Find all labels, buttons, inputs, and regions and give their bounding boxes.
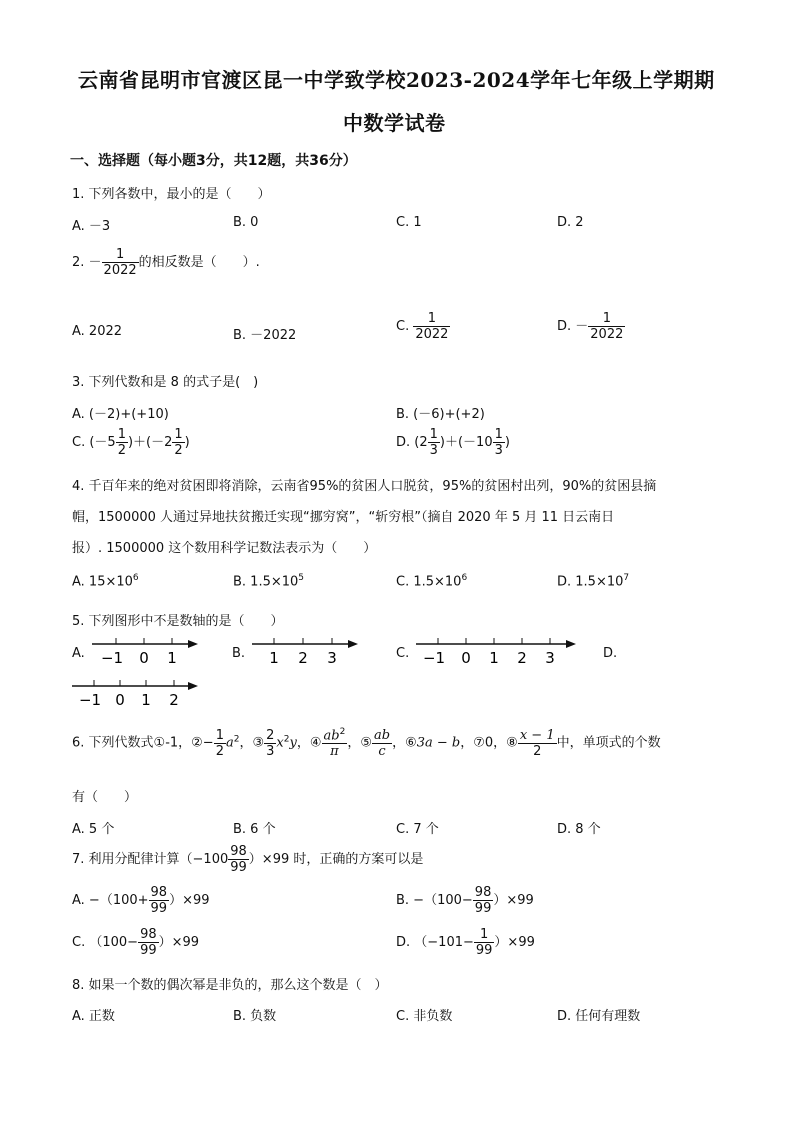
q4-stem-line2: 帽，1500000 人通过异地扶贫搬迁实现“挪穷窝”，“斩穷根”（摘自 2020 年 5 月 11 日云南日	[72, 510, 615, 525]
q1-option-a: A. －3	[72, 219, 111, 234]
section-header: 一、选择题（每小题3分，共12题，共36分）	[70, 153, 357, 169]
tick-label: 1	[489, 649, 499, 667]
q7-option-d: D. （−101− $\frac{1}{99}$ ）×99	[396, 927, 535, 958]
q7-stem: 7. 利用分配律计算（−100 $\frac{98}{99}$ ）×99 时，正确的方案可以是	[72, 844, 424, 875]
q6-stem-line2: 有（ ）	[72, 790, 138, 805]
q4-option-a: A. $15\times 10^6$	[72, 573, 139, 590]
tick-label: 2	[298, 649, 308, 667]
q7-option-c: C. （100− $\frac{98}{99}$ ）×99	[72, 927, 200, 958]
q4-stem-line1: 4. 千百年来的绝对贫困即将消除，云南省95%的贫困人口脱贫，95%的贫困村出列，90%的贫困县摘	[72, 479, 657, 494]
tick-label: 0	[461, 649, 471, 667]
tick-label: −1	[78, 691, 102, 709]
tick-label: 1	[269, 649, 279, 667]
q6-option-c: C. 7 个	[396, 822, 439, 837]
q1-stem: 1. 下列各数中，最小的是（ ）	[72, 187, 271, 202]
q4-option-b: B. $1.5\times 10^5$	[233, 573, 305, 590]
q6-option-d: D. 8 个	[557, 822, 601, 837]
q2-stem: 2. － $\frac{1}{2022}$ 的相反数是（ ）.	[72, 247, 260, 278]
tick-label: 2	[169, 691, 179, 709]
q8-option-a: A. 正数	[72, 1009, 115, 1024]
q5-option-c-label: C.	[396, 646, 410, 661]
q2-option-a: A. 2022	[72, 324, 123, 339]
q2-option-c: C. $\frac{1}{2022}$	[396, 311, 449, 342]
q8-option-b: B. 负数	[233, 1009, 277, 1024]
q5-stem: 5. 下列图形中不是数轴的是（ ）	[72, 614, 284, 629]
q1-option-d: D. 2	[557, 215, 584, 230]
q3-option-a: A. (－2)+(+10)	[72, 407, 169, 422]
number-line-d	[70, 678, 202, 712]
tick-label: 1	[167, 649, 177, 667]
number-line-a	[90, 636, 200, 670]
q2-option-d: D. － $\frac{1}{2022}$	[557, 311, 624, 342]
q6-stem: 6. 下列代数式①-1，②− $\frac{1}{2}$ $a^2$，③ $\frac{2}{3}$ $x^2y$，④ $\frac{ab^2}{\pi}$ ，⑤ $\frac{ab}{c}$ ，⑥3a − b，⑦0，⑧ $\frac{x - 1}{2}$ 中，单项式的个数	[72, 727, 661, 760]
q1-option-c: C. 1	[396, 215, 422, 230]
tick-label: 0	[115, 691, 125, 709]
q5-option-d-label: D.	[603, 646, 618, 661]
q8-option-c: C. 非负数	[396, 1009, 453, 1024]
tick-label: 3	[327, 649, 337, 667]
q1-option-b: B. 0	[233, 215, 259, 230]
q3-option-c: C. (－5 $\frac{1}{2}$ )＋(－2 $\frac{1}{2}$ )	[72, 427, 190, 458]
tick-label: −1	[100, 649, 124, 667]
q4-option-d: D. $1.5\times 10^7$	[557, 573, 630, 590]
tick-label: −1	[422, 649, 446, 667]
q4-option-c: C. $1.5\times 10^6$	[396, 573, 468, 590]
tick-label: 0	[139, 649, 149, 667]
q5-option-b-label: B.	[232, 646, 246, 661]
q7-option-b: B. −（100− $\frac{98}{99}$ ）×99	[396, 885, 534, 916]
page-title-line1: 云南省昆明市官渡区昆一中学致学校2023-2024学年七年级上学期期	[78, 68, 715, 92]
tick-label: 1	[141, 691, 151, 709]
q2-option-b: B. －2022	[233, 328, 297, 343]
q6-option-a: A. 5 个	[72, 822, 115, 837]
q4-stem-line3: 报）. 1500000 这个数用科学记数法表示为（ ）	[72, 541, 377, 556]
page-title-line2: 中数学试卷	[343, 111, 446, 135]
q8-stem: 8. 如果一个数的偶次幂是非负的，那么这个数是（ ）	[72, 978, 388, 993]
tick-label: 3	[545, 649, 555, 667]
q5-option-a-label: A.	[72, 646, 85, 661]
number-line-b	[250, 636, 360, 670]
q3-option-b: B. (－6)+(+2)	[396, 407, 485, 422]
q3-option-d: D. (2 $\frac{1}{3}$ )＋(－10 $\frac{1}{3}$ )	[396, 427, 510, 458]
tick-label: 2	[517, 649, 527, 667]
q3-stem: 3. 下列代数和是 8 的式子是( )	[72, 375, 259, 390]
q6-option-b: B. 6 个	[233, 822, 276, 837]
q8-option-d: D. 任何有理数	[557, 1009, 641, 1024]
number-line-c	[414, 636, 579, 670]
q7-option-a: A. −（100+ $\frac{98}{99}$ ）×99	[72, 885, 210, 916]
